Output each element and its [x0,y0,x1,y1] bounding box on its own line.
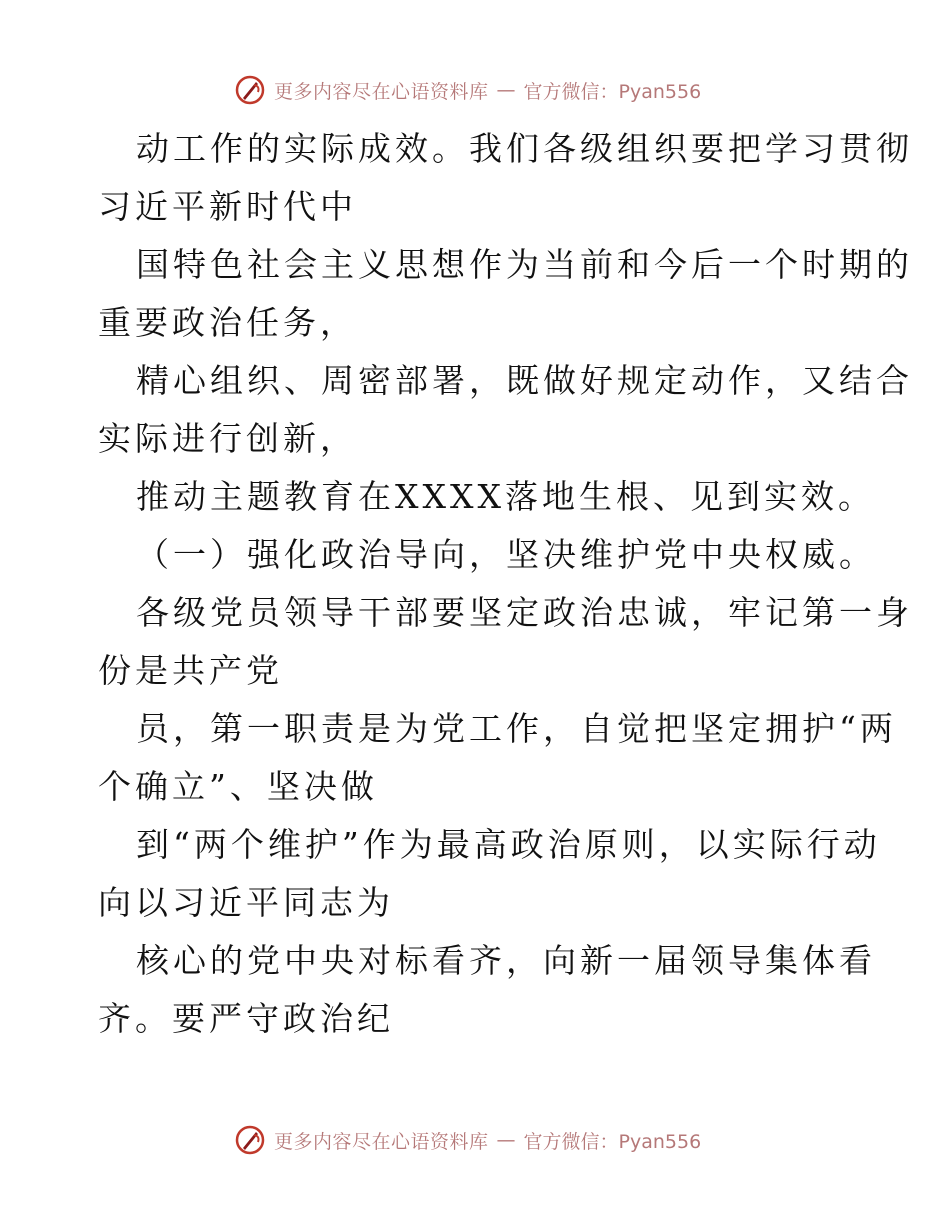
text-line: 向以习近平同志为 [98,883,394,922]
text-line: 精心组织、周密部署，既做好规定动作，又结合 [136,361,913,400]
text-line: 动工作的实际成效。我们各级组织要把学习贯彻 [136,129,913,168]
watermark-separator: — [496,79,516,101]
text-line: 到“两个维护”作为最高政治原则，以实际行动 [136,825,881,864]
text-line: 员，第一职责是为党工作，自觉把坚定拥护“两 [136,709,897,748]
watermark-wechat-text: 官方微信：Pyan556 [523,80,702,103]
watermark-site-text: 更多内容尽在心语资料库 [274,80,489,103]
text-line: 国特色社会主义思想作为当前和今后一个时期的 [136,245,913,284]
watermark-site-text: 更多内容尽在心语资料库 [274,1130,489,1153]
text-line: 齐。要严守政治纪 [98,999,394,1038]
text-line: 核心的党中央对标看齐，向新一届领导集体看 [136,941,876,980]
text-line: 重要政治任务， [98,303,357,342]
text-line: 实际进行创新， [98,419,357,458]
text-line: 推动主题教育在XXXX落地生根、见到实效。 [136,477,875,516]
watermark-separator: — [496,1129,516,1151]
feather-pen-logo-icon [234,1124,266,1156]
document-body [98,120,913,1048]
text-line: 个确立”、坚决做 [98,767,378,806]
header-watermark [234,70,701,110]
footer-watermark [234,1120,701,1160]
text-line: 习近平新时代中 [98,187,357,226]
watermark-wechat-text: 官方微信：Pyan556 [523,1130,702,1153]
text-line: 各级党员领导干部要坚定政治忠诚，牢记第一身 [136,593,913,632]
text-line: 份是共产党 [98,651,283,690]
section-heading: （一）强化政治导向，坚决维护党中央权威。 [136,535,876,574]
feather-pen-logo-icon [234,74,266,106]
